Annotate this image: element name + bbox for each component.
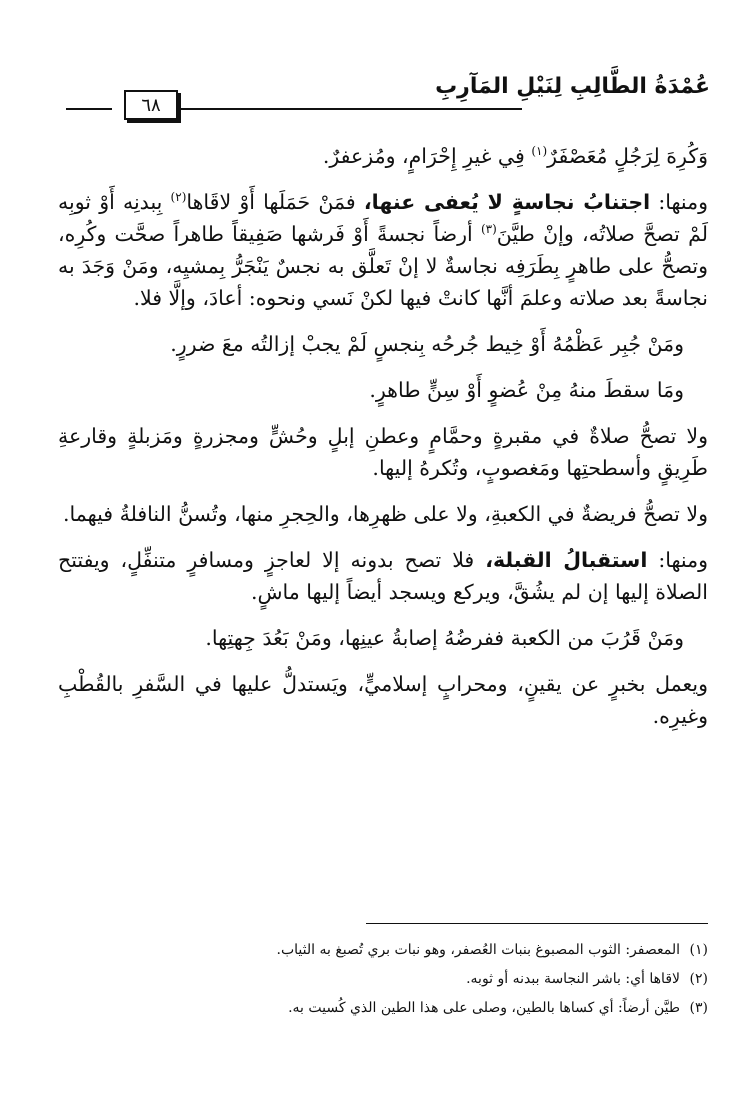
footnote-text: لاقاها أي: باشر النجاسة ببدنه أو ثوبه. — [466, 971, 680, 987]
text-run: فمَنْ حَمَلَها أَوْ لاقَاها — [186, 190, 364, 214]
footnote-marker: (٢) — [170, 190, 187, 205]
text-run: أرضاً نجسةً أَوْ فَرشها صَفِيقاً طاهراً صحَّت وكُرِه، وتصحُّ على طاهرٍ بِطَرَفِه نجاسةٌ لا إنْ تَعلَّق به نجسٌ يَنْجَرُّ بِمشيِه، ومَنْ وَجَدَ به نجاسةً بعد صلاته وعلمَ أنَّها كانتْ فيها لكنْ نَسي ونحوه: أعادَ، وإلَّا فلا. — [58, 222, 708, 310]
paragraph — [58, 420, 708, 484]
footnote-marker: (١) — [531, 144, 548, 159]
footnote-number: (١) — [689, 942, 708, 958]
text-run: ومَنْ جُبِر عَظْمُهُ أَوْ خِيط جُرحُه بِنجسٍ لَمْ يجبْ إزالتُه معَ ضررٍ. — [170, 332, 684, 356]
footnote — [68, 936, 708, 965]
bold-heading: اجتنابُ نجاسةٍ لا يُعفى عنها، — [363, 190, 651, 214]
footnote-number: (٢) — [689, 971, 708, 987]
footnotes — [68, 936, 708, 1023]
paragraph — [58, 668, 708, 732]
footnote-separator — [366, 923, 708, 924]
footnote — [68, 994, 708, 1023]
header-rule-left — [66, 108, 112, 110]
paragraph — [58, 328, 708, 360]
text-run: ومَنْ قَرُبَ من الكعبة ففرضُهُ إصابةُ عينِها، ومَنْ بَعُدَ جِهتِها. — [205, 626, 684, 650]
text-run: ولا تصحُّ صلاةٌ في مقبرةٍ وحمَّامٍ وعطنِ إبلٍ وحُشٍّ ومجزرةٍ ومَزبلةٍ وقارعةِ طَرِيقٍ وأسطحتِها ومَغصوبٍ، وتُكرهُ إليها. — [58, 424, 708, 480]
paragraph — [58, 622, 708, 654]
header-rule-right — [162, 108, 522, 110]
footnote — [68, 965, 708, 994]
running-title: عُمْدَةُ الطَّالِبِ لِنَيْلِ المَآرِبِ — [435, 74, 710, 99]
footnote-text: طيَّن أرضاً: أي كساها بالطين، وصلى على هذا الطين الذي كُسيت به. — [288, 1000, 680, 1016]
text-run: ولا تصحُّ فريضةٌ في الكعبةِ، ولا على ظهرِها، والحِجرِ منها، وتُسنُّ النافلةُ فيهما. — [63, 502, 708, 526]
paragraph — [58, 498, 708, 530]
text-run: فِي غيرِ إِحْرَامٍ، ومُزعفرٌ. — [322, 144, 532, 168]
page-header — [66, 72, 710, 122]
text-run: ومنها: — [647, 548, 709, 572]
text-run: بِبدنِه أَوْ ثوبِه لَمْ تصحَّ صلاتُه، وإنْ طيَّنَ — [58, 190, 708, 246]
paragraph — [58, 544, 708, 608]
text-run: ومَا سقطَ منهُ مِنْ عُضوٍ أَوْ سِنٍّ طاهرٍ. — [369, 378, 684, 402]
footnote-text: المعصفر: الثوب المصبوغ بنبات العُصفر، وهو نبات بري تُصبغ به الثياب. — [276, 942, 680, 958]
bold-heading: استقبالُ القبلة، — [485, 548, 648, 572]
page-number-box: ٦٨ — [124, 90, 178, 120]
text-run: ومنها: — [650, 190, 708, 214]
paragraph — [58, 374, 708, 406]
body-text — [58, 140, 708, 746]
footnote-marker: (٣) — [480, 222, 497, 237]
footnote-number: (٣) — [689, 1000, 708, 1016]
text-run: فلا تصح بدونه إلا لعاجزٍ ومسافرٍ متنفِّلٍ، ويفتتح الصلاة إليها إن لم يشُقَّ، ويركع ويسجد أيضاً إليها ماشٍ. — [58, 548, 708, 604]
paragraph — [58, 140, 708, 172]
text-run: ويعمل بخبرٍ عن يقينٍ، ومحرابٍ إسلاميٍّ، ويَستدلُّ عليها في السَّفرِ بالقُطْبِ وغيرِه. — [58, 672, 708, 728]
text-run: وَكُرِهَ لِرَجُلٍ مُعَصْفَرٌ — [547, 144, 708, 168]
paragraph — [58, 186, 708, 314]
